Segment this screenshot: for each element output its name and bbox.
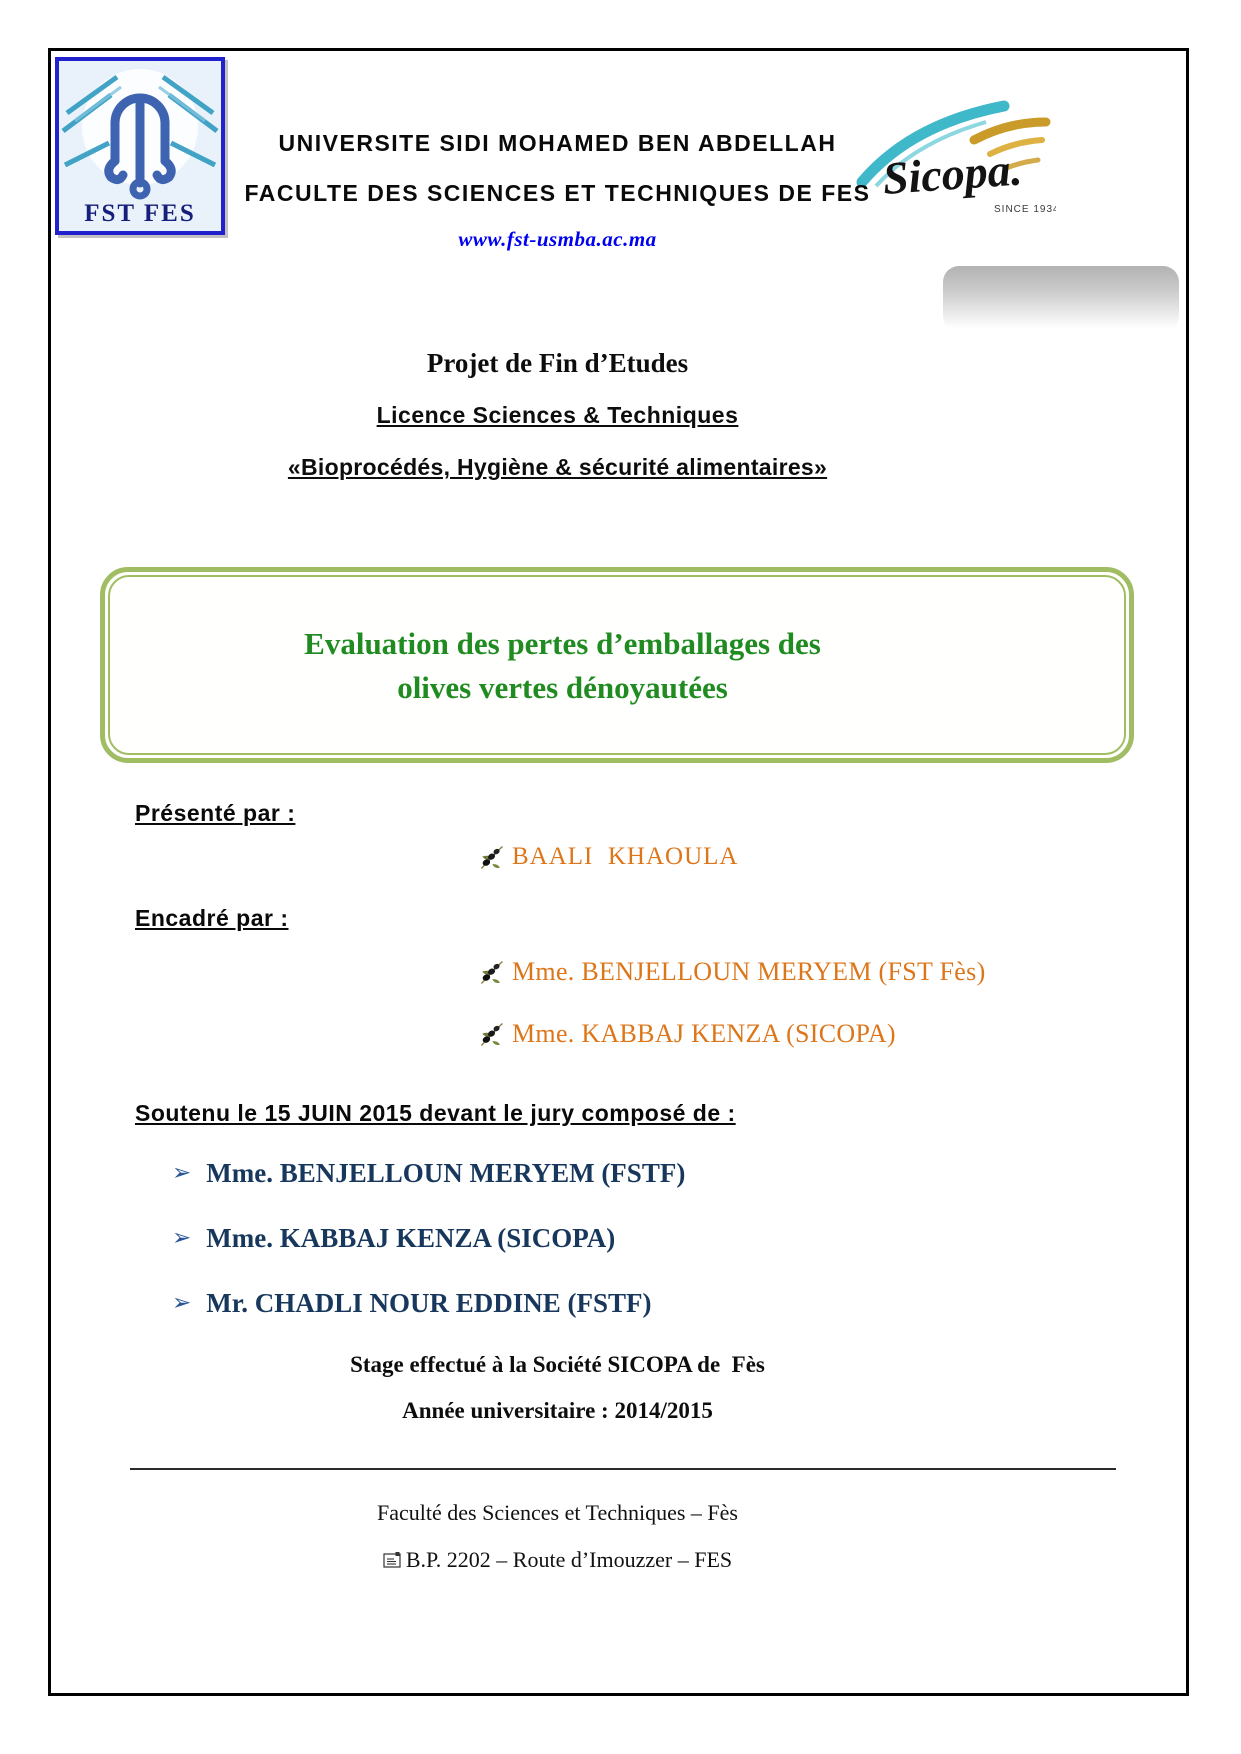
degree-line: Licence Sciences & Techniques bbox=[376, 402, 739, 428]
footer-address-line bbox=[130, 1547, 985, 1575]
fst-fes-label: FST FES bbox=[84, 200, 196, 227]
report-title-line2: olives vertes dénoyautées bbox=[397, 670, 728, 706]
jury-item bbox=[172, 1288, 652, 1319]
defense-statement: Soutenu le 15 JUIN 2015 devant le jury composé de : bbox=[135, 1100, 736, 1126]
supervisor-name: Mme. KABBAJ KENZA (SICOPA) bbox=[512, 1019, 896, 1048]
student-name: BAALI KHAOULA bbox=[512, 843, 739, 870]
website-link[interactable]: www.fst-usmba.ac.ma bbox=[458, 227, 657, 251]
academic-year-line: Année universitaire : 2014/2015 bbox=[402, 1398, 713, 1423]
footer-divider bbox=[130, 1468, 1116, 1470]
jury-member-name: Mr. CHADLI NOUR EDDINE (FSTF) bbox=[206, 1288, 652, 1318]
address-text: B.P. 2202 – Route d’Imouzzer – FES bbox=[405, 1547, 733, 1572]
student-row bbox=[478, 843, 738, 871]
footer-faculty-line: Faculté des Sciences et Techniques – Fès bbox=[377, 1500, 738, 1525]
report-title-box bbox=[100, 567, 1134, 763]
project-type-title: Projet de Fin d’Etudes bbox=[426, 348, 689, 378]
supervisor-row bbox=[478, 1019, 896, 1049]
olive-branch-icon bbox=[478, 1021, 505, 1048]
sicopa-logo bbox=[856, 82, 1056, 234]
sicopa-since-label: SINCE 1934 bbox=[994, 204, 1056, 215]
presented-by-label: Présenté par : bbox=[135, 800, 296, 826]
jury-item bbox=[172, 1158, 685, 1189]
jury-member-name: Mme. KABBAJ KENZA (SICOPA) bbox=[206, 1223, 616, 1253]
internship-location-line: Stage effectué à la Société SICOPA de Fès bbox=[350, 1352, 765, 1377]
jury-member-name: Mme. BENJELLOUN MERYEM (FSTF) bbox=[206, 1158, 686, 1188]
speciality-line: «Bioprocédés, Hygiène & sécurité alimentaires» bbox=[287, 454, 828, 480]
olive-branch-icon bbox=[478, 959, 505, 986]
sicopa-wordmark: Sicopa. bbox=[881, 143, 1024, 204]
report-title bbox=[135, 622, 990, 710]
report-title-line1: Evaluation des pertes d’emballages des bbox=[304, 626, 821, 661]
jury-item bbox=[172, 1223, 615, 1254]
mail-icon bbox=[383, 1551, 403, 1569]
faculty-name: FACULTE DES SCIENCES ET TECHNIQUES DE FES bbox=[244, 180, 871, 206]
university-name: UNIVERSITE SIDI MOHAMED BEN ABDELLAH bbox=[278, 130, 837, 156]
supervisor-name: Mme. BENJELLOUN MERYEM (FST Fès) bbox=[512, 957, 986, 986]
supervisor-row bbox=[478, 957, 986, 987]
arrow-bullet-icon: ➢ bbox=[172, 1290, 192, 1316]
olive-branch-icon bbox=[478, 844, 505, 871]
arrow-bullet-icon: ➢ bbox=[172, 1160, 192, 1186]
sicopa-logo-icon bbox=[856, 82, 1056, 234]
gray-tab-decoration bbox=[943, 266, 1179, 332]
arrow-bullet-icon: ➢ bbox=[172, 1225, 192, 1251]
supervised-by-label: Encadré par : bbox=[135, 905, 289, 931]
